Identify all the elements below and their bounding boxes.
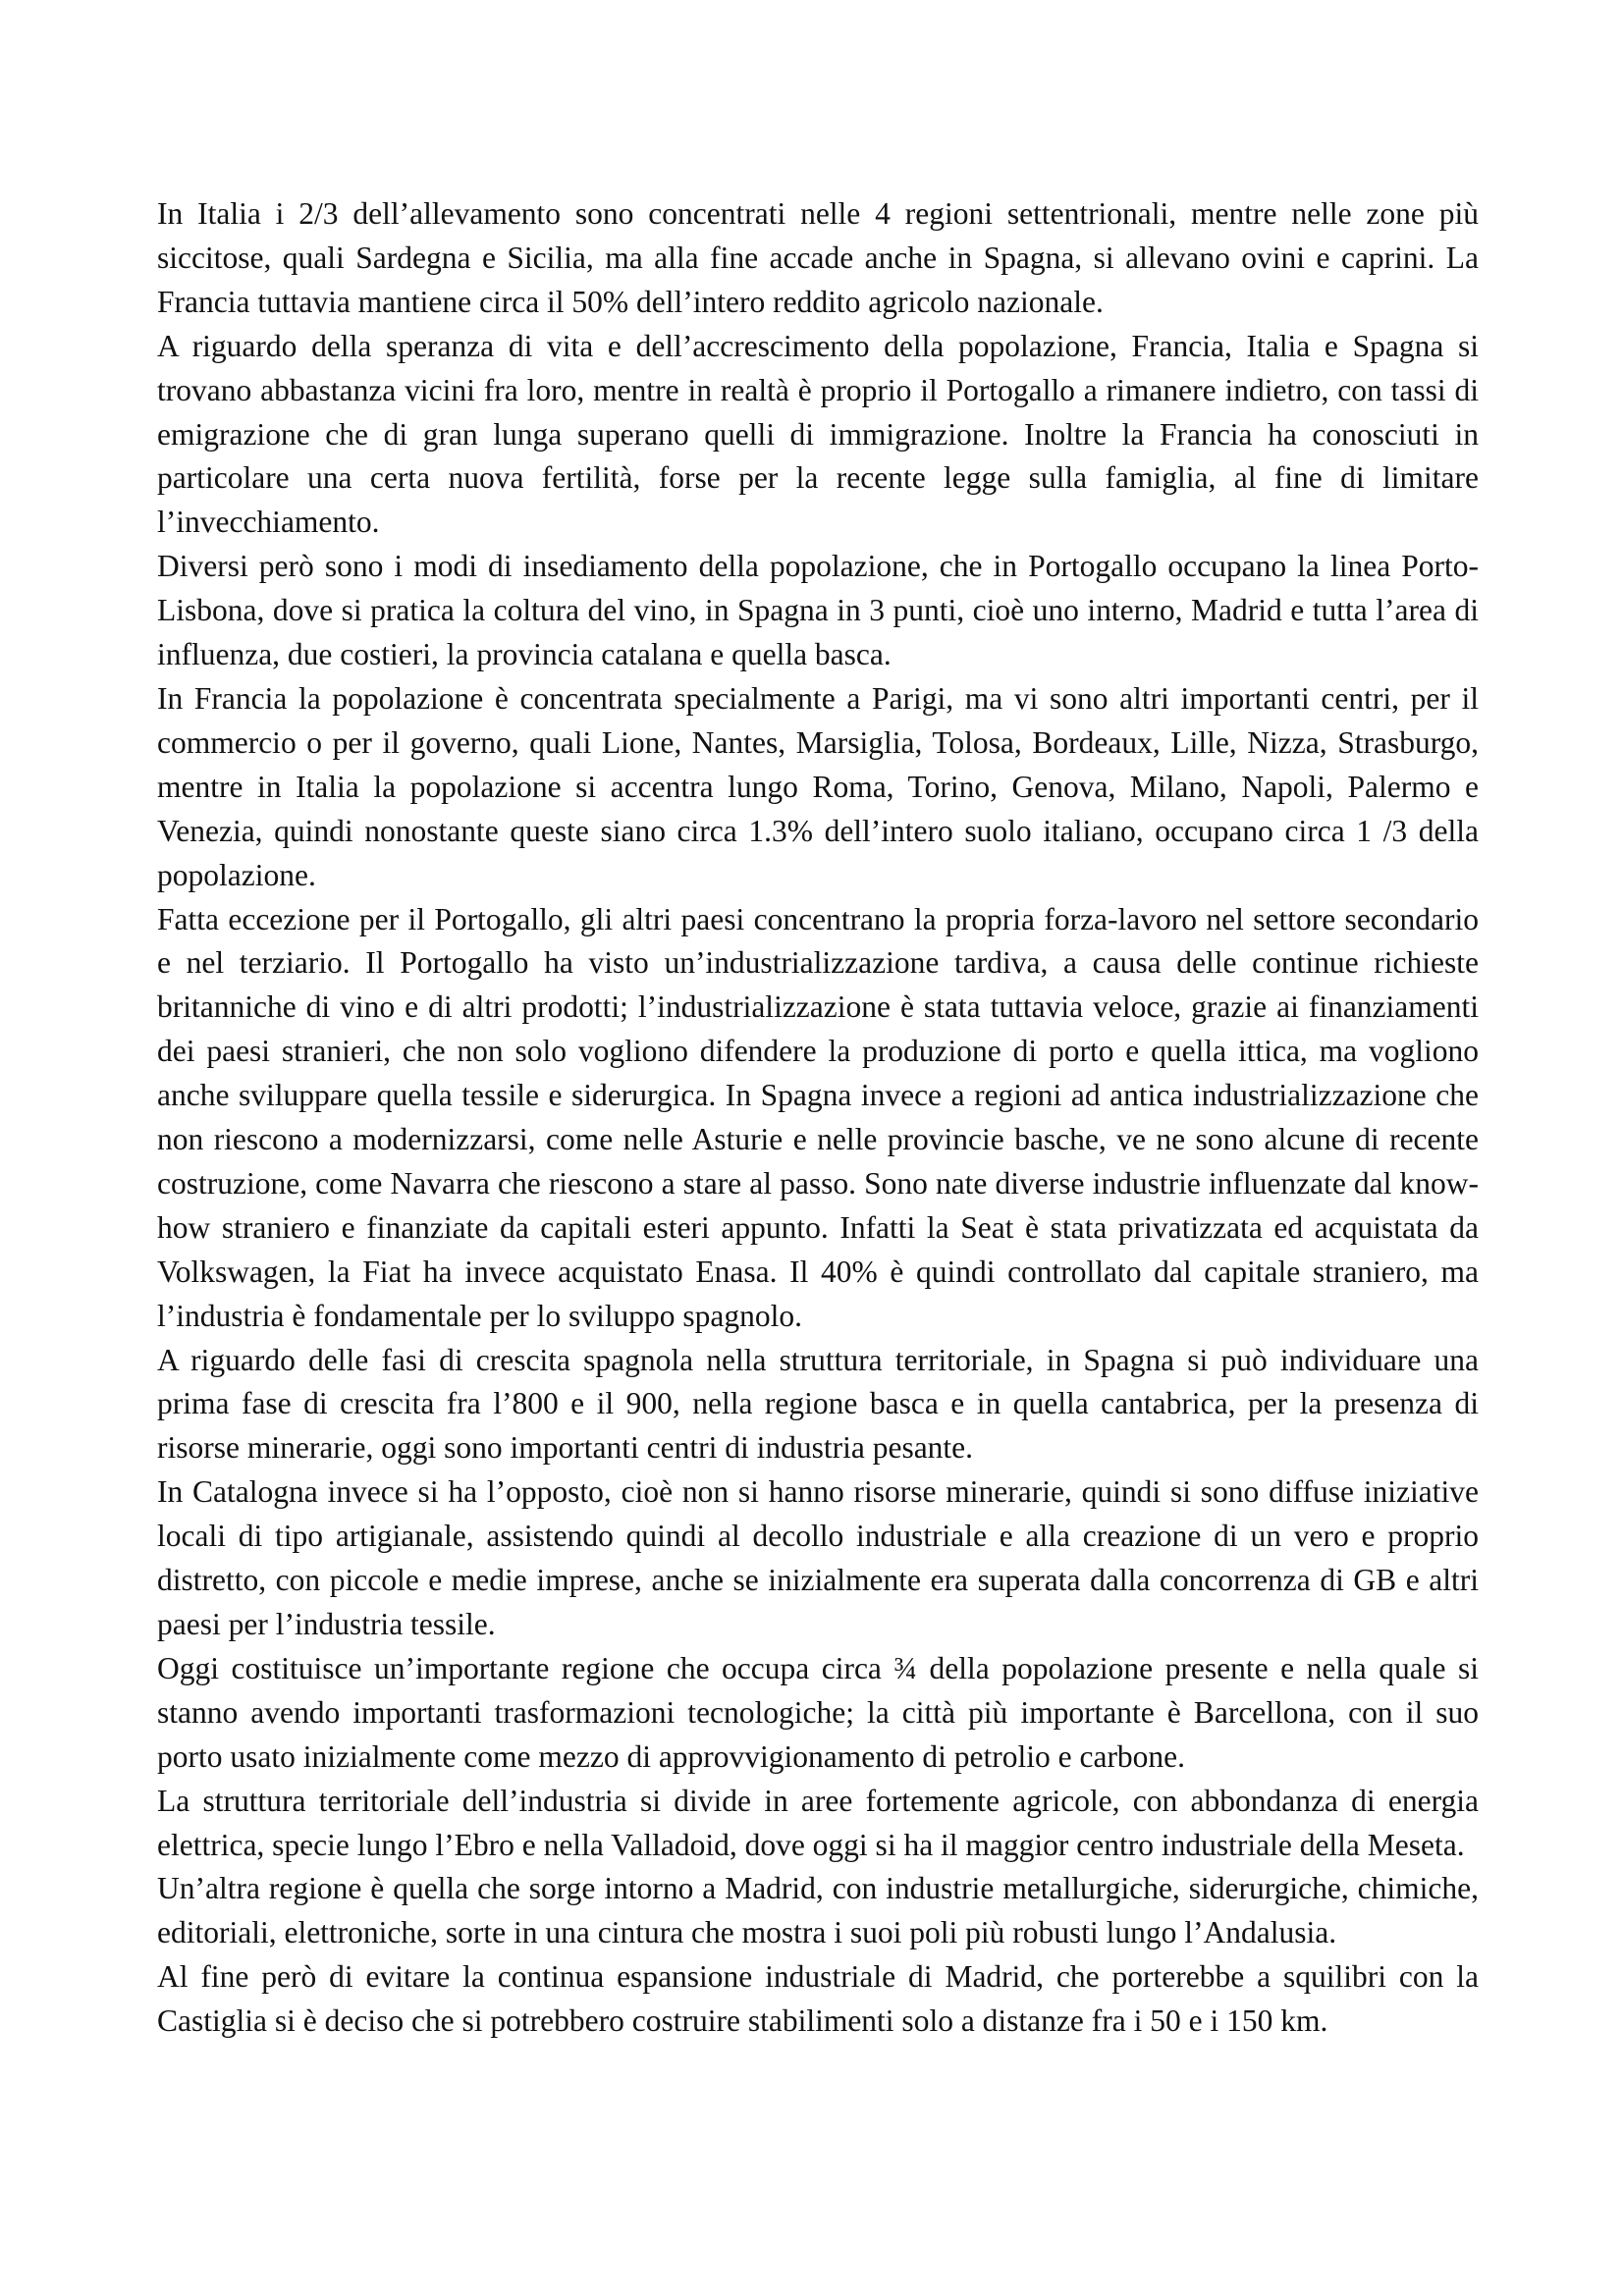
paragraph-barcellona: Oggi costituisce un’importante regione che occupa circa ¾ della popolazione presente e nella quale si stanno avendo importanti trasformazioni tecnologiche; la città più importante è Barcellona, con il suo porto usato inizialmente come mezzo di approvvigionamento di petrolio e carbone. xyxy=(157,1650,1479,1774)
paragraph-francia-italia-centri: In Francia la popolazione è concentrata specialmente a Parigi, ma vi sono altri importanti centri, per il commercio o per il governo, quali Lione, Nantes, Marsiglia, Tolosa, Bordeaux, Lille, Nizza, Strasburgo, mentre in Italia la popolazione si accentra lungo Roma, Torino, Genova, Milano, Napoli, Palermo e Venezia, quindi nonostante queste siano circa 1.3% dell’intero suolo italiano, occupano circa 1 /3 della popolazione. xyxy=(157,680,1479,892)
paragraph-forza-lavoro: Fatta eccezione per il Portogallo, gli altri paesi concentrano la propria forza-lavoro nel settore secondario e nel terziario. Il Portogallo ha visto un’industrializzazione tardiva, a causa delle continue richieste britanniche di vino e di altri prodotti; l’industrializzazione è stata tuttavia veloce, grazie ai finanziamenti dei paesi stranieri, che non solo vogliono difendere la produzione di porto e quella ittica, ma vogliono anche sviluppare quella tessile e siderurgica. In Spagna invece a regioni ad antica industrializzazione che non riescono a modernizzarsi, come nelle Asturie e nelle provincie basche, ve ne sono alcune di recente costruzione, come Navarra che riescono a stare al passo. Sono nate diverse industrie influenzate dal know-how straniero e finanziate da capitali esteri appunto. Infatti la Seat è stata privatizzata ed acquistata da Volkswagen, la Fiat ha invece acquistato Enasa. Il 40% è quindi controllato dal capitale straniero, ma l’industria è fondamentale per lo sviluppo spagnolo. xyxy=(157,901,1479,1333)
paragraph-castiglia: Al fine però di evitare la continua espansione industriale di Madrid, che porterebbe a squilibri con la Castiglia si è deciso che si potrebbero costruire stabilimenti solo a distanze fra i 50 e i 150 km. xyxy=(157,1959,1479,2039)
document-body xyxy=(157,192,1479,2044)
paragraph-fasi-di-crescita: A riguardo delle fasi di crescita spagnola nella struttura territoriale, in Spagna si può individuare una prima fase di crescita fra l’800 e il 900, nella regione basca e in quella cantabrica, per la presenza di risorse minerarie, oggi sono importanti centri di industria pesante. xyxy=(157,1342,1479,1466)
paragraph-allevamento: In Italia i 2/3 dell’allevamento sono concentrati nelle 4 regioni settentrionali, mentre nelle zone più siccitose, quali Sardegna e Sicilia, ma alla fine accade anche in Spagna, si allevano ovini e caprini. La Francia tuttavia mantiene circa il 50% dell’intero reddito agricolo nazionale. xyxy=(157,196,1479,319)
paragraph-struttura-territoriale: La struttura territoriale dell’industria si divide in aree fortemente agricole, con abbondanza di energia elettrica, specie lungo l’Ebro e nella Valladoid, dove oggi si ha il maggior centro industriale della Meseta. xyxy=(157,1783,1479,1862)
paragraph-madrid: Un’altra regione è quella che sorge intorno a Madrid, con industrie metallurgiche, siderurgiche, chimiche, editoriali, elettroniche, sorte in una cintura che mostra i suoi poli più robusti lungo l’Andalusia. xyxy=(157,1871,1479,1950)
paragraph-speranza-di-vita: A riguardo della speranza di vita e dell’accrescimento della popolazione, Francia, Italia e Spagna si trovano abbastanza vicini fra loro, mentre in realtà è proprio il Portogallo a rimanere indietro, con tassi di emigrazione che di gran lunga superano quelli di immigrazione. Inoltre la Francia ha conosciuti in particolare una certa nuova fertilità, forse per la recente legge sulla famiglia, al fine di limitare l’invecchiamento. xyxy=(157,328,1479,540)
paragraph-insediamento: Diversi però sono i modi di insediamento della popolazione, che in Portogallo occupano la linea Porto-Lisbona, dove si pratica la coltura del vino, in Spagna in 3 punti, cioè uno interno, Madrid e tutta l’area di influenza, due costieri, la provincia catalana e quella basca. xyxy=(157,549,1479,672)
paragraph-catalogna: In Catalogna invece si ha l’opposto, cioè non si hanno risorse minerarie, quindi si sono diffuse iniziative locali di tipo artigianale, assistendo quindi al decollo industriale e alla creazione di un vero e proprio distretto, con piccole e medie imprese, anche se inizialmente era superata dalla concorrenza di GB e altri paesi per l’industria tessile. xyxy=(157,1474,1479,1641)
